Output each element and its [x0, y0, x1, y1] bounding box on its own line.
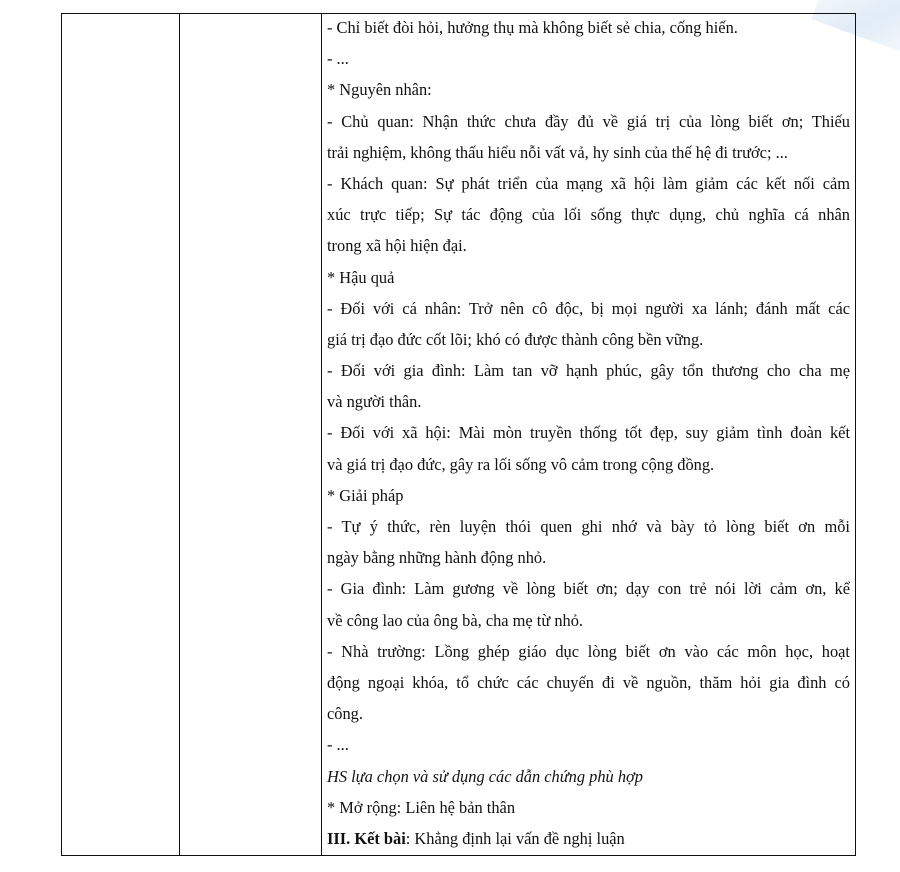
text-line: - Nhà trường: Lồng ghép giáo dục lòng biết ơn vào các môn học, hoạt: [327, 641, 850, 661]
text-line: công.: [327, 704, 363, 724]
text-line: giá trị đạo đức cốt lõi; khó có được thành công bền vững.: [327, 329, 704, 349]
text-line: - Chủ quan: Nhận thức chưa đầy đủ về giá trị của lòng biết ơn; Thiếu: [327, 111, 850, 131]
extension-note: * Mở rộng: Liên hệ bản thân: [327, 797, 516, 817]
text-line: - ...: [327, 49, 349, 69]
section-heading-solutions: * Giải pháp: [327, 485, 404, 505]
text-line: ngày bằng những hành động nhỏ.: [327, 548, 547, 568]
text-line: - Đối với xã hội: Mài mòn truyền thống tốt đẹp, suy giảm tình đoàn kết: [327, 423, 850, 443]
text-line: - Đối với gia đình: Làm tan vỡ hạnh phúc, gây tổn thương cho cha mẹ: [327, 361, 850, 381]
conclusion-heading: III. Kết bài: [327, 828, 406, 848]
section-heading-causes: * Nguyên nhân:: [327, 80, 432, 100]
text-line: và giá trị đạo đức, gây ra lối sống vô cảm trong cộng đồng.: [327, 454, 715, 474]
text-line: về công lao của ông bà, cha mẹ từ nhỏ.: [327, 610, 584, 630]
text-line: - Tự ý thức, rèn luyện thói quen ghi nhớ và bày tỏ lòng biết ơn mỗi: [327, 517, 850, 536]
text-line: trải nghiệm, không thấu hiểu nỗi vất vả, hy sinh của thế hệ đi trước; ...: [327, 142, 788, 162]
text-line: - Gia đình: Làm gương về lòng biết ơn; dạy con trẻ nói lời cảm ơn, kể: [327, 579, 850, 599]
column-divider: [179, 14, 180, 855]
section-heading-consequences: * Hậu quả: [327, 267, 395, 287]
conclusion-line: [327, 823, 850, 854]
conclusion-text: : Khẳng định lại vấn đề nghị luận: [405, 828, 625, 848]
instruction-note: HS lựa chọn và sử dụng các dẫn chứng phù hợp: [327, 766, 643, 786]
text-line: và người thân.: [327, 392, 422, 412]
text-line: - Đối với cá nhân: Trở nên cô độc, bị mọi người xa lánh; đánh mất các: [327, 298, 850, 318]
text-line: - ...: [327, 735, 349, 755]
text-line: - Chỉ biết đòi hỏi, hưởng thụ mà không biết sẻ chia, cống hiến.: [327, 18, 738, 37]
text-line: - Khách quan: Sự phát triển của mạng xã hội làm giảm các kết nối cảm: [327, 173, 850, 193]
text-line: trong xã hội hiện đại.: [327, 236, 467, 256]
answer-cell-content: [327, 12, 850, 854]
text-line: xúc trực tiếp; Sự tác động của lối sống thực dụng, chủ nghĩa cá nhân: [327, 205, 850, 225]
text-line: động ngoại khóa, tổ chức các chuyến đi về nguồn, thăm hỏi gia đình có: [327, 672, 850, 692]
column-divider: [321, 14, 322, 855]
